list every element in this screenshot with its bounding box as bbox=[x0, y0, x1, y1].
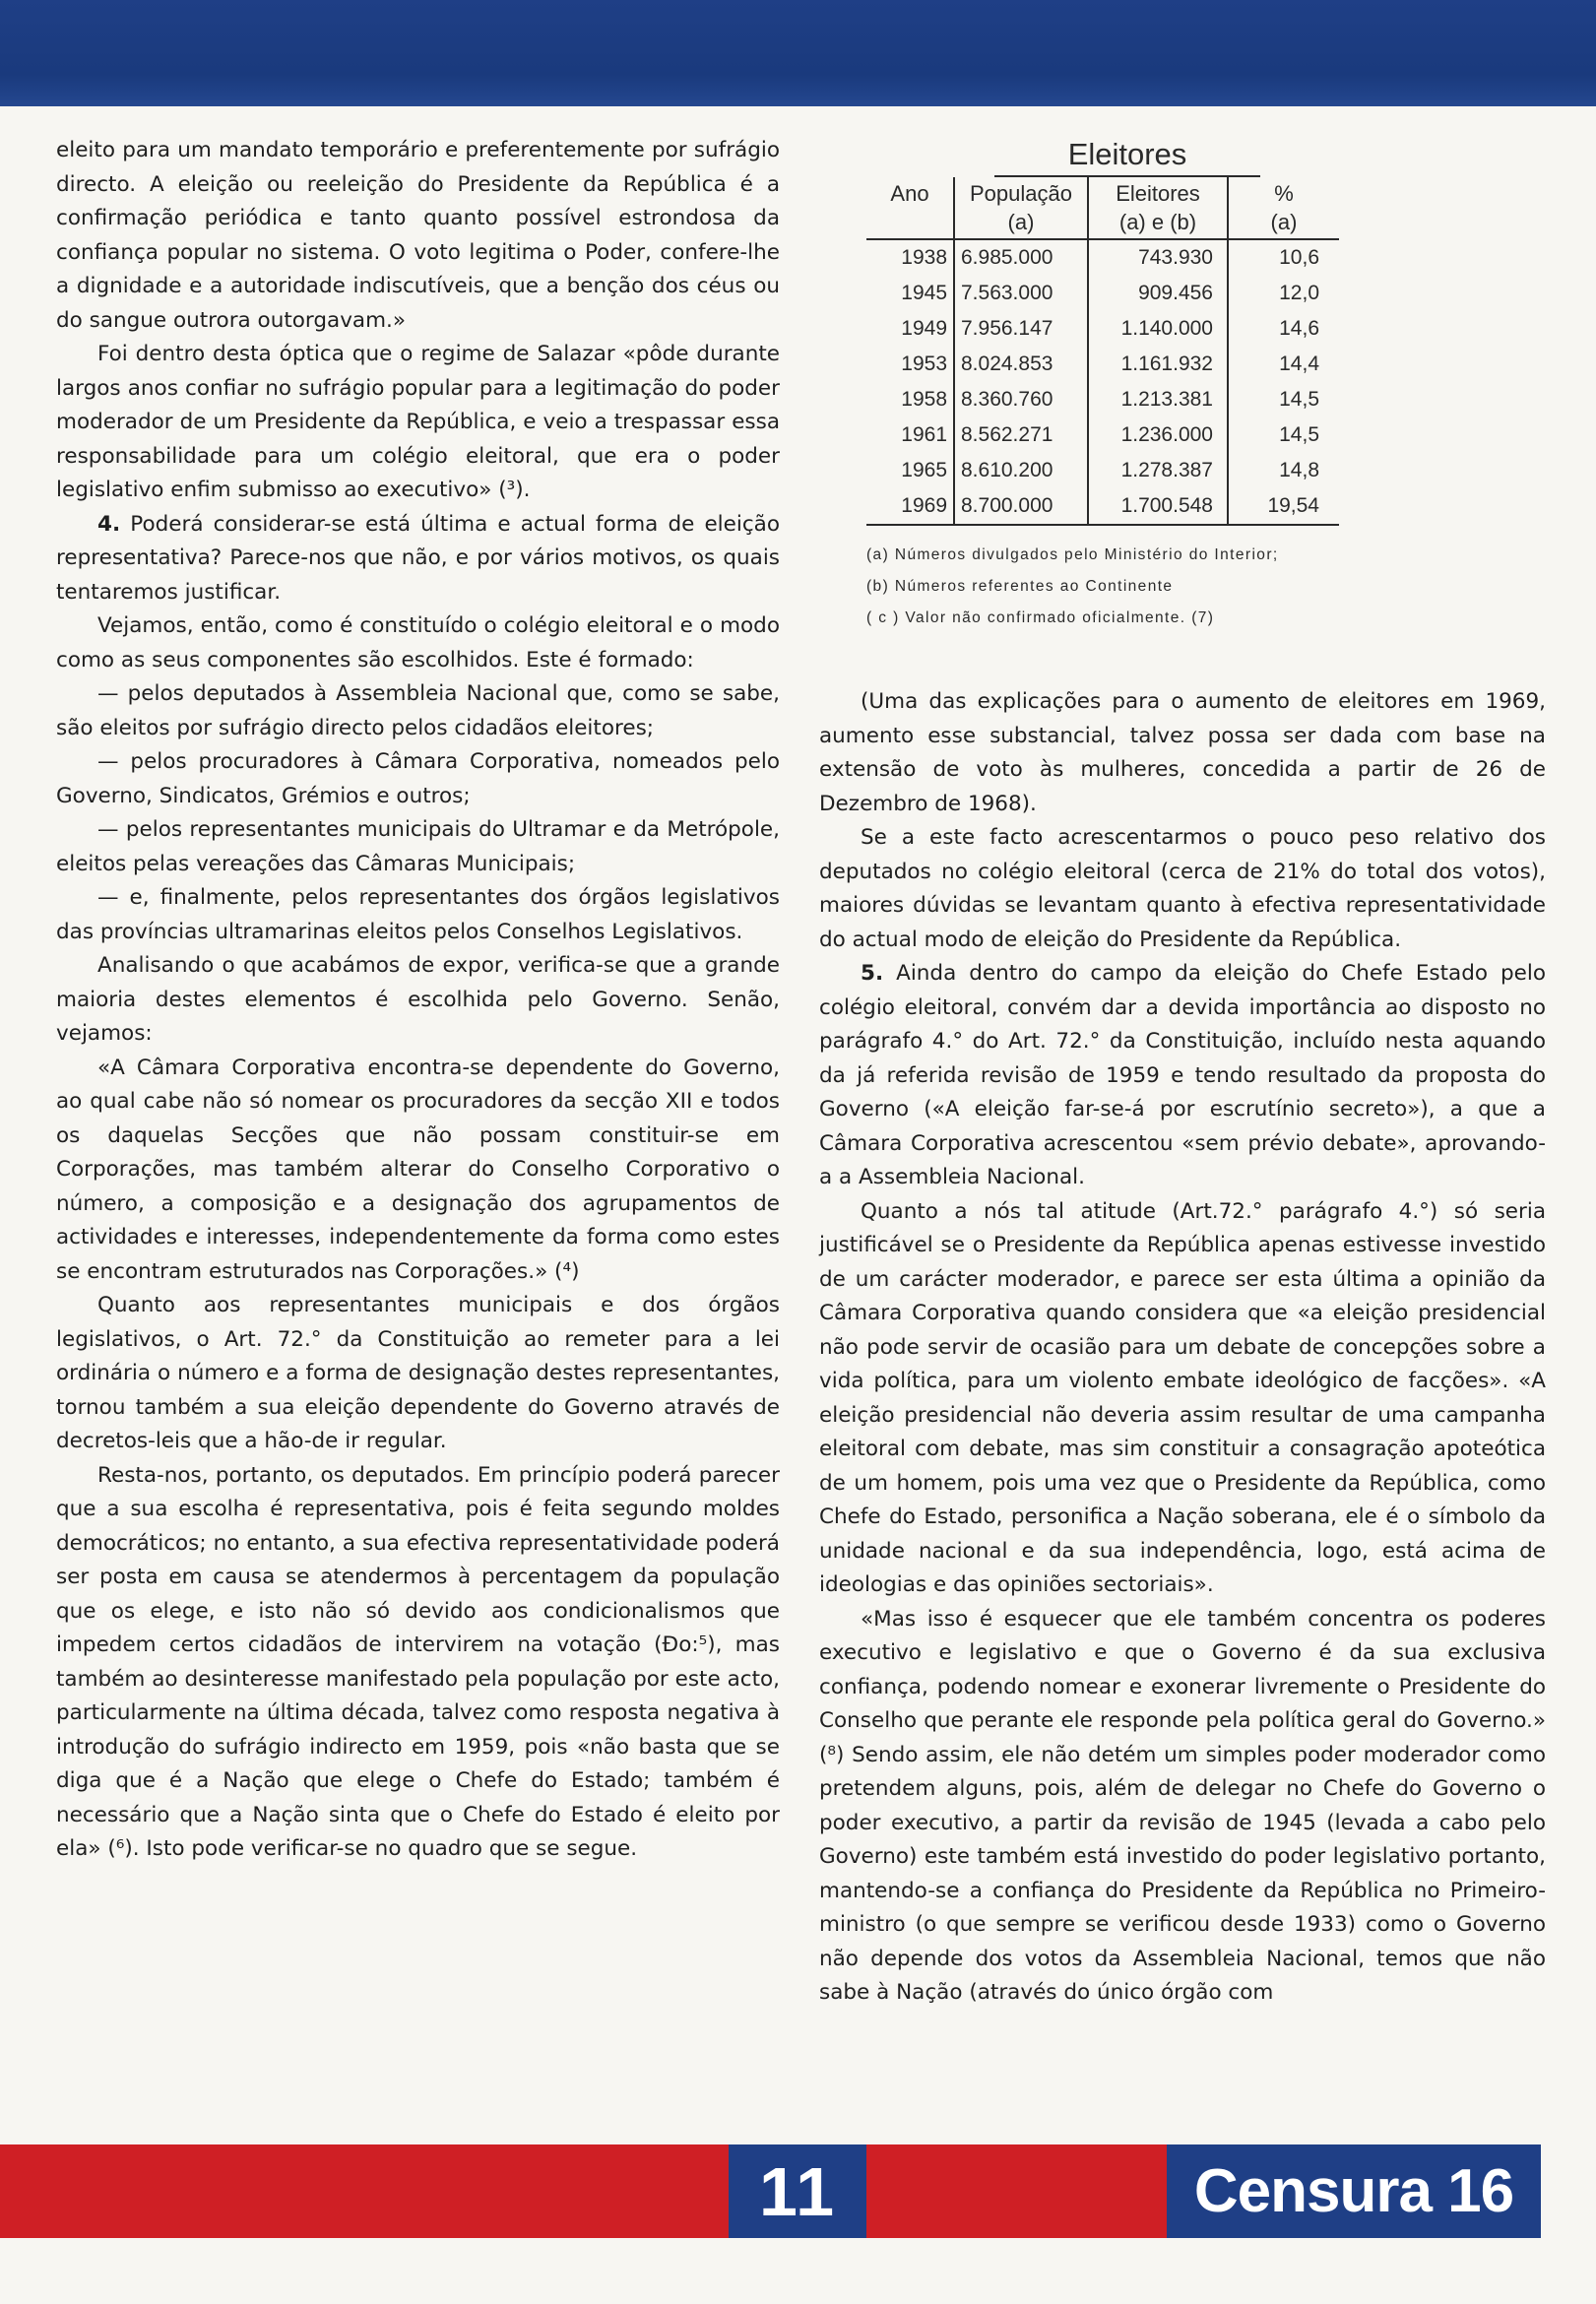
header-percent bbox=[1228, 177, 1339, 239]
paragraph-text: Vejamos, então, como é constituído o colégio eleitoral e o modo como as seus componentes são escolhidos. Este é formado: bbox=[56, 613, 780, 672]
cell-year: 1949 bbox=[866, 311, 954, 347]
paragraph bbox=[56, 1289, 780, 1459]
cell-percent: 19,54 bbox=[1228, 488, 1339, 525]
table-note: ( c ) Valor não confirmado oficialmente. (7) bbox=[866, 609, 1215, 626]
header-populacao bbox=[954, 177, 1088, 239]
paragraph bbox=[56, 134, 780, 338]
paragraph-text: — e, finalmente, pelos representantes dos órgãos legislativos das províncias ultramarinas eleitos pelos Conselhos Legislativos. bbox=[56, 885, 780, 944]
cell-electors: 1.161.932 bbox=[1088, 347, 1228, 382]
paragraph bbox=[819, 957, 1546, 1195]
table-row bbox=[866, 453, 1339, 488]
cell-electors: 1.140.000 bbox=[1088, 311, 1228, 347]
paragraph-text: «Mas isso é esquecer que ele também concentra os poderes executivo e legislativo e que o Governo é da sua exclusiva confiança, podendo nomear e exonerar livremente o Presidente do Conselho que perante ele responde pela política geral do Governo.» (⁸) Sendo assim, ele não detém um simples poder moderador como pretendem alguns, pois, além de delegar no Chefe do Governo o poder executivo, a partir da revisão de 1945 (levada a cabo pelo Governo) este também está investido do poder legislativo portanto, mantendo-se a confiança do Presidente da República no Primeiro-ministro (o que sempre se verificou desde 1933) como o Governo não depende dos votos da Assembleia Nacional, temos que não sabe à Nação (através do único órgão com bbox=[819, 1606, 1546, 2005]
paragraph-text: — pelos representantes municipais do Ultramar e da Metrópole, eleitos pelas vereações das Câmaras Municipais; bbox=[56, 817, 780, 876]
header-eleitores bbox=[1088, 177, 1228, 239]
paragraph bbox=[56, 881, 780, 949]
footer-red-bar-middle bbox=[866, 2144, 1167, 2238]
paragraph-text: Se a este facto acrescentarmos o pouco peso relativo dos deputados no colégio eleitoral (cerca de 21% do total dos votos), maiores dúvidas se levantam quanto à efectiva representatividade do actual modo de eleição do Presidente da República. bbox=[819, 825, 1546, 952]
electors-table-block bbox=[866, 136, 1339, 634]
table-notes bbox=[866, 540, 1339, 634]
paragraph-text: Resta-nos, portanto, os deputados. Em princípio poderá parecer que a sua escolha é representativa, pois é feita segundo moldes democráticos; no entanto, a sua efectiva representatividade poderá ser posta em causa se atendermos à percentagem da população que os elege, e isto não só devido aos condicionalismos que impedem certos cidadãos de intervirem na votação (Đo:⁵), mas também ao desinteresse manifestado pela população por este acto, particularmente na última década, talvez como resposta negativa à introdução do sufrágio indirecto em 1959, pois «não basta que se diga que é a Nação que elege o Chefe do Estado; também é necessário que a Nação sinta que o Chefe do Estado é eleito por ela» (⁶). Isto pode verificar-se no quadro que se segue. bbox=[56, 1462, 780, 1861]
cell-electors: 1.213.381 bbox=[1088, 382, 1228, 417]
paragraph bbox=[819, 1603, 1546, 2011]
paragraph bbox=[56, 1459, 780, 1867]
table-row bbox=[866, 347, 1339, 382]
cell-year: 1961 bbox=[866, 417, 954, 453]
paragraph bbox=[56, 677, 780, 745]
header-line: Eleitores bbox=[1116, 181, 1200, 206]
paragraph-text: — pelos deputados à Assembleia Nacional que, como se sabe, são eleitos por sufrágio directo pelos cidadãos eleitores; bbox=[56, 681, 780, 740]
footer-red-bar-left bbox=[0, 2144, 729, 2238]
paragraph bbox=[56, 745, 780, 813]
table-row bbox=[866, 488, 1339, 525]
cell-year: 1965 bbox=[866, 453, 954, 488]
cell-year: 1958 bbox=[866, 382, 954, 417]
left-text-column bbox=[56, 134, 780, 1867]
paragraph-text: (Uma das explicações para o aumento de eleitores em 1969, aumento esse substancial, talvez possa ser dada com base na extensão de voto às mulheres, concedida a partir de 26 de Dezembro de 1968). bbox=[819, 689, 1546, 816]
cell-electors: 1.236.000 bbox=[1088, 417, 1228, 453]
paragraph-text: Quanto aos representantes municipais e dos órgãos legislativos, o Art. 72.° da Constituição ao remeter para a lei ordinária o número e a forma de designação destes representantes, tornou também a sua eleição dependente do Governo através de decretos-leis que a hão-de ir regular. bbox=[56, 1293, 780, 1453]
cell-electors: 743.930 bbox=[1088, 239, 1228, 276]
cell-year: 1969 bbox=[866, 488, 954, 525]
paragraph-text: Ainda dentro do campo da eleição do Chefe Estado pelo colégio eleitoral, convém dar a devida importância ao disposto no parágrafo 4.° do Art. 72.° da Constituição, incluído nesta aquando da já referida revisão de 1959 e tendo resultado da proposta do Governo («A eleição far-se-á por escrutínio secreto»), a que a Câmara Corporativa acrescentou «sem prévio debate», aprovando-a a Assembleia Nacional. bbox=[819, 961, 1546, 1189]
paragraph bbox=[56, 813, 780, 881]
cell-year: 1938 bbox=[866, 239, 954, 276]
paragraph bbox=[56, 609, 780, 677]
table-note: (b) Números referentes ao Continente bbox=[866, 578, 1174, 595]
paragraph-text: eleito para um mandato temporário e preferentemente por sufrágio directo. A eleição ou reeleição do Presidente da República é a confirmação periódica e tanto quanto possível estrondosa da confiança popular no sistema. O voto legitima o Poder, confere-lhe a dignidade e a autoridade indiscutíveis, que a benção dos céus ou do sangue outrora outorgavam.» bbox=[56, 138, 780, 333]
table-row bbox=[866, 382, 1339, 417]
cell-percent: 10,6 bbox=[1279, 246, 1319, 269]
cell-population: 8.610.200 bbox=[954, 453, 1088, 488]
header-ano bbox=[866, 177, 954, 239]
paragraph-text: Quanto a nós tal atitude (Art.72.° parágrafo 4.°) só seria justificável se o Presidente da República apenas estivesse investido de um carácter moderador, e parece ser esta última a opinião da Câmara Corporativa quando considera que «a eleição presidencial não pode servir de ocasião para um debate de concepções sobre a vida política, para um violento embate ideológico de facções». «A eleição presidencial não deveria assim resultar de uma campanha eleitoral com debate, mas sim constituir a consagração apoteótica de um homem, pois uma vez que o Presidente da República, como Chefe do Estado, personifica a Nação soberana, ele é o símbolo da unidade nacional e da sua independência, logo, está acima de ideologias e das opiniões sectoriais». bbox=[819, 1198, 1546, 1597]
table-row bbox=[866, 239, 1339, 276]
cell-population: 8.024.853 bbox=[954, 347, 1088, 382]
cell-percent: 14,6 bbox=[1279, 317, 1319, 340]
section-number: 5. bbox=[861, 961, 884, 986]
paragraph bbox=[56, 949, 780, 1052]
cell-population: 7.956.147 bbox=[954, 311, 1088, 347]
header-line: Ano bbox=[890, 181, 929, 206]
table-header-row bbox=[866, 177, 1339, 239]
cell-electors: 1.278.387 bbox=[1088, 453, 1228, 488]
cell-percent: 14,5 bbox=[1279, 423, 1319, 446]
paragraph-text: «A Câmara Corporativa encontra-se dependente do Governo, ao qual cabe não só nomear os procuradores da secção XII e todos os daquelas Secções que não possam constituir-se em Corporações, mas também alterar do Conselho Corporativo o número, a composição e a designação dos agrupamentos de actividades e interesses, independentemente da forma como estes se encontram estruturados nas Corporações.» (⁴) bbox=[56, 1055, 780, 1284]
cell-population: 8.360.760 bbox=[954, 382, 1088, 417]
table-note: (a) Números divulgados pelo Ministério do Interior; bbox=[866, 546, 1279, 563]
paragraph bbox=[819, 821, 1546, 957]
table-row bbox=[866, 417, 1339, 453]
paragraph-text: Foi dentro desta óptica que o regime de Salazar «pôde durante largos anos confiar no sufrágio popular para a legitimação do poder moderador de um Presidente da República, e veio a trespassar essa responsabilidade para um colégio eleitoral, que era o poder legislativo enfim submisso ao executivo» (³). bbox=[56, 342, 780, 502]
paragraph-text: — pelos procuradores à Câmara Corporativa, nomeados pelo Governo, Sindicatos, Grémios e outros; bbox=[56, 749, 780, 808]
cell-population: 8.562.271 bbox=[954, 417, 1088, 453]
paragraph bbox=[56, 508, 780, 610]
table-row bbox=[866, 311, 1339, 347]
header-line: % bbox=[1274, 181, 1294, 206]
cell-population: 8.700.000 bbox=[954, 488, 1088, 525]
cell-population: 7.563.000 bbox=[954, 276, 1088, 311]
header-line: (a) bbox=[1270, 210, 1298, 234]
right-text-column bbox=[819, 685, 1546, 2011]
header-line: (a) bbox=[1007, 210, 1035, 234]
cell-electors: 1.700.548 bbox=[1088, 488, 1228, 525]
header-line: (a) e (b) bbox=[1118, 210, 1197, 234]
electors-table bbox=[866, 177, 1339, 526]
page-number: 11 bbox=[759, 2152, 836, 2230]
paragraph bbox=[819, 685, 1546, 821]
publication-title: Censura 16 bbox=[1193, 2157, 1514, 2225]
cell-percent: 14,4 bbox=[1279, 352, 1319, 375]
table-body bbox=[866, 239, 1339, 525]
paragraph bbox=[819, 1195, 1546, 1603]
top-color-band bbox=[0, 0, 1596, 106]
paragraph bbox=[56, 338, 780, 508]
paragraph bbox=[56, 1052, 780, 1290]
table-title: Eleitores bbox=[994, 136, 1260, 177]
cell-percent: 12,0 bbox=[1279, 282, 1319, 304]
cell-percent: 14,8 bbox=[1279, 459, 1319, 481]
cell-population: 6.985.000 bbox=[954, 239, 1088, 276]
header-line: População bbox=[970, 181, 1072, 206]
paragraph-text: Analisando o que acabámos de expor, verifica-se que a grande maioria destes elementos é escolhida pelo Governo. Senão, vejamos: bbox=[56, 953, 780, 1046]
cell-percent: 14,5 bbox=[1279, 388, 1319, 411]
cell-year: 1953 bbox=[866, 347, 954, 382]
section-number: 4. bbox=[97, 511, 121, 537]
paragraph-text: Poderá considerar-se está última e actual forma de eleição representativa? Parece-nos que não, e por vários motivos, os quais tentaremos justificar. bbox=[56, 511, 780, 605]
table-row bbox=[866, 276, 1339, 311]
cell-electors: 909.456 bbox=[1088, 276, 1228, 311]
cell-year: 1945 bbox=[866, 276, 954, 311]
